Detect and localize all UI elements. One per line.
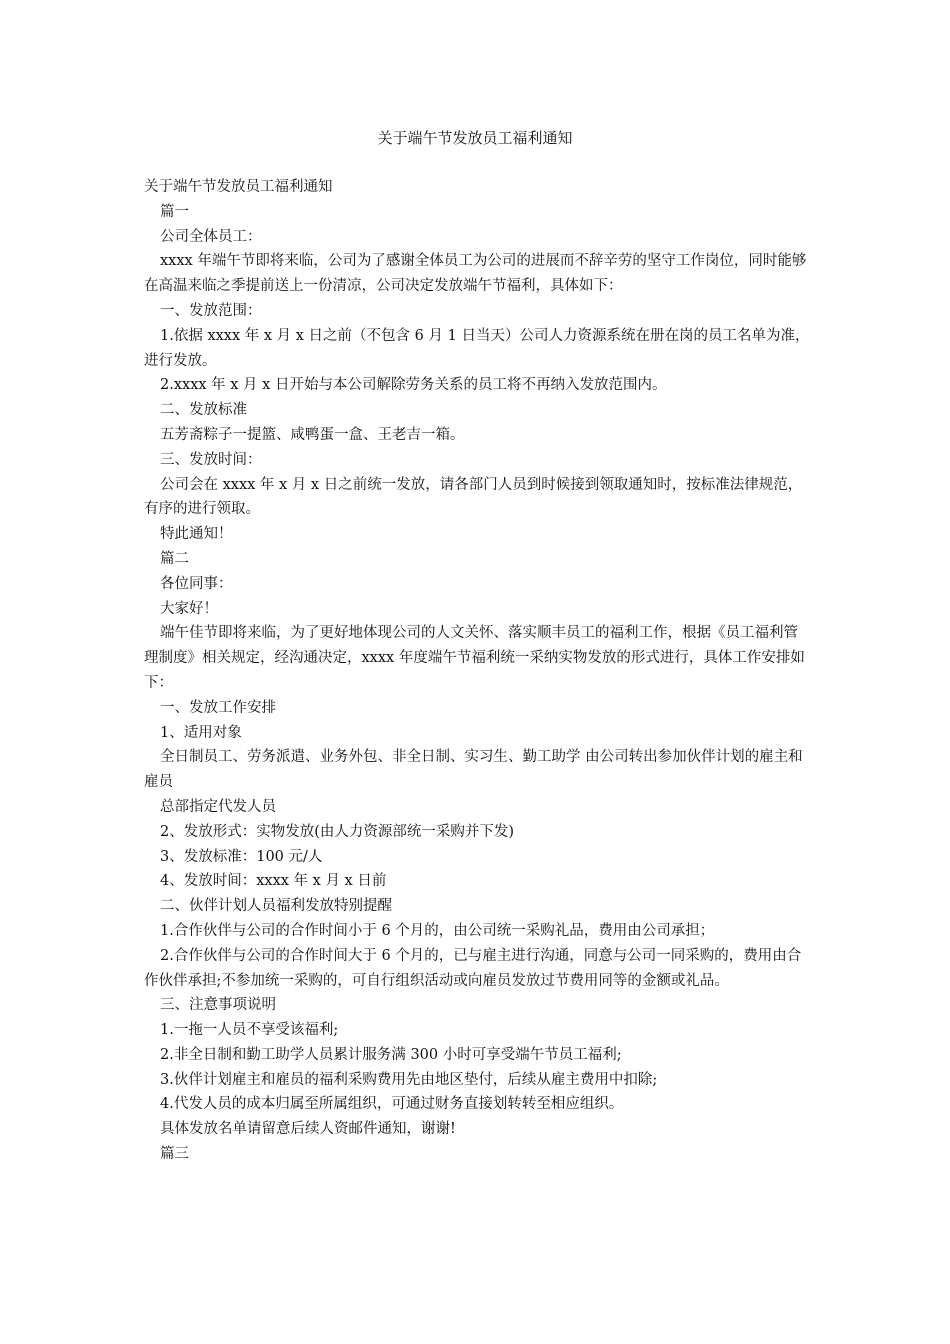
- paragraph: 2.合作伙伴与公司的合作时间大于 6 个月的，已与雇主进行沟通，同意与公司一同采购的，费用由合作伙伴承担;不参加统一采购的，可自行组织活动或向雇员发放过节费用同等的金额或礼品。: [144, 947, 802, 989]
- page-title: 关于端午节发放员工福利通知: [377, 129, 573, 147]
- paragraph: 3、发放标准：100 元/人: [160, 848, 323, 865]
- paragraph: 二、伙伴计划人员福利发放特别提醒: [160, 898, 392, 915]
- paragraph: 五芳斋粽子一提篮、咸鸭蛋一盒、王老吉一箱。: [160, 426, 465, 443]
- paragraph: 篇二: [160, 550, 189, 567]
- paragraph: 4.代发人员的成本归属至所属组织，可通过财务直接划转转至相应组织。: [160, 1096, 624, 1113]
- paragraph: 全日制员工、劳务派遣、业务外包、非全日制、实习生、勤工助学 由公司转出参加伙伴计划的雇主和雇员: [144, 749, 803, 791]
- paragraph: 端午佳节即将来临，为了更好地体现公司的人文关怀、落实顺丰员工的福利工作，根据《员工福利管理制度》相关规定，经沟通决定，xxxx 年度端午节福利统一采纳实物发放的形式进行，具体工作安排如下：: [144, 625, 805, 691]
- paragraph: 篇一: [160, 203, 189, 220]
- document-body: [144, 175, 812, 1167]
- paragraph: 具体发放名单请留意后续人资邮件通知，谢谢!: [160, 1121, 456, 1138]
- paragraph: 三、注意事项说明: [160, 997, 276, 1014]
- paragraph: 总部指定代发人员: [160, 798, 276, 815]
- paragraph: 2、发放形式：实物发放(由人力资源部统一采购并下发): [160, 823, 515, 840]
- paragraph: 一、发放工作安排: [160, 699, 276, 716]
- paragraph: 三、发放时间：: [160, 451, 262, 468]
- paragraph: 各位同事：: [160, 575, 233, 592]
- paragraph: 公司会在 xxxx 年 x 月 x 日之前统一发放，请各部门人员到时候接到领取通知时，按标准法律规范，有序的进行领取。: [144, 476, 803, 518]
- paragraph: 1.一拖一人员不享受该福利;: [160, 1022, 339, 1039]
- paragraph: 4、发放时间：xxxx 年 x 月 x 日前: [160, 873, 387, 890]
- paragraph: 1.合作伙伴与公司的合作时间小于 6 个月的，由公司统一采购礼品，费用由公司承担；: [160, 922, 715, 939]
- paragraph: 2.xxxx 年 x 月 x 日开始与本公司解除劳务关系的员工将不再纳入发放范围内。: [160, 377, 667, 394]
- paragraph: 特此通知！: [160, 526, 233, 543]
- paragraph: 公司全体员工：: [160, 228, 262, 245]
- paragraph: 二、发放标准: [160, 402, 247, 419]
- paragraph: 1、适用对象: [160, 724, 242, 741]
- paragraph: 篇三: [160, 1146, 189, 1163]
- paragraph: 关于端午节发放员工福利通知: [144, 179, 333, 195]
- paragraph: 3.伙伴计划雇主和雇员的福利采购费用先由地区垫付，后续从雇主费用中扣除;: [160, 1071, 658, 1088]
- paragraph: 1.依据 xxxx 年 x 月 x 日之前（不包含 6 月 1 日当天）公司人力资源系统在册在岗的员工名单为准，进行发放。: [144, 327, 810, 369]
- paragraph: xxxx 年端午节即将来临，公司为了感谢全体员工为公司的进展而不辞辛劳的坚守工作岗位，同时能够在高温来临之季提前送上一份清凉，公司决定发放端午节福利，具体如下：: [144, 253, 807, 295]
- paragraph: 2.非全日制和勤工助学人员累计服务满 300 小时可享受端午节员工福利;: [160, 1046, 622, 1063]
- paragraph: 一、发放范围：: [160, 302, 262, 319]
- paragraph: 大家好！: [160, 600, 218, 617]
